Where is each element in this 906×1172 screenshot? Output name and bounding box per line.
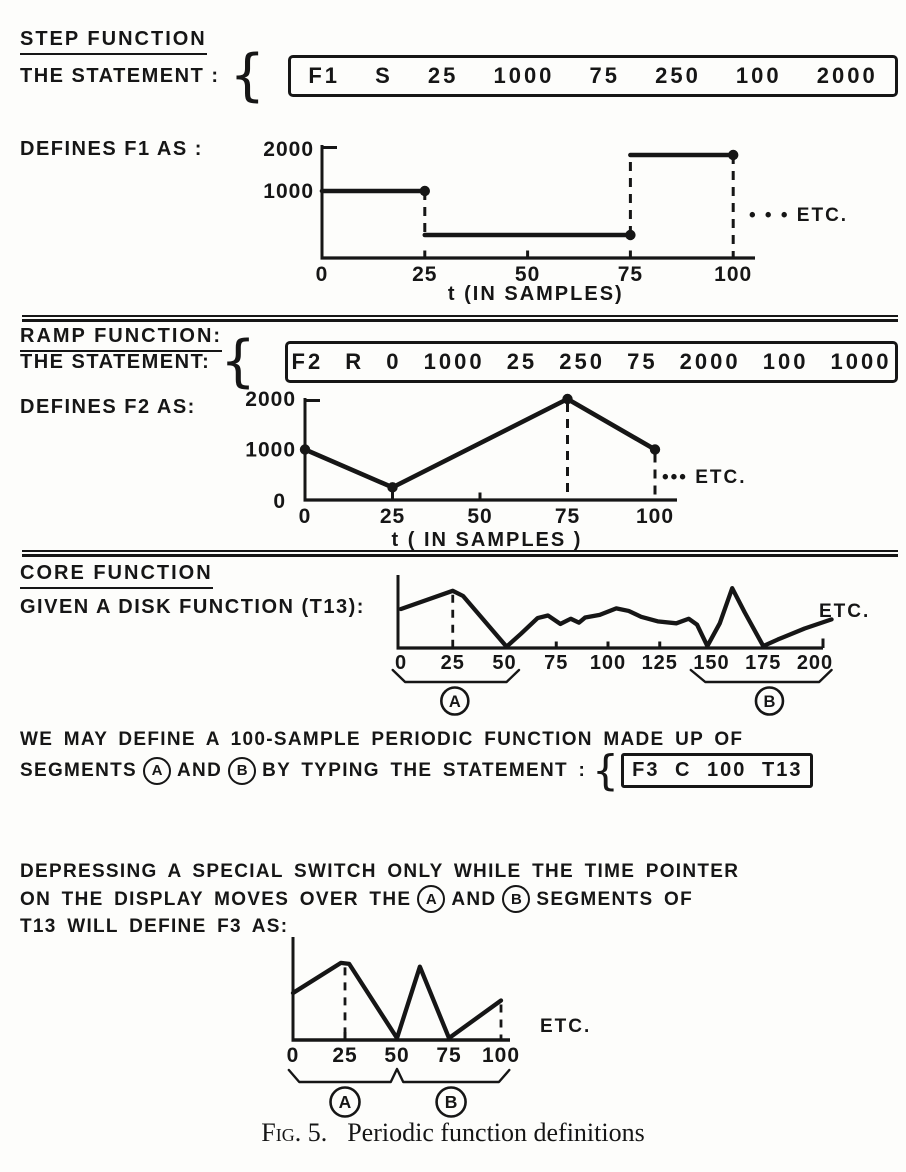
y-tick-label: 2000 bbox=[263, 138, 314, 161]
figure-caption-text: Periodic function definitions bbox=[347, 1118, 645, 1147]
paragraph-text: T13 WILL DEFINE F3 AS: bbox=[20, 916, 289, 937]
etc-label: ETC. bbox=[819, 601, 871, 622]
ramp-function-chart bbox=[206, 386, 906, 554]
paragraph-text: ON THE DISPLAY MOVES OVER THE bbox=[20, 888, 412, 910]
x-tick-label: 100 bbox=[635, 505, 675, 528]
paragraph-text: SEGMENTS bbox=[20, 760, 138, 781]
x-tick-label: 50 bbox=[492, 652, 517, 674]
data-point bbox=[300, 444, 310, 454]
step-function-chart bbox=[206, 130, 906, 304]
paragraph-line bbox=[20, 726, 813, 753]
x-tick-label: 150 bbox=[693, 652, 730, 674]
etc-label: ••• ETC. bbox=[662, 467, 747, 488]
data-point bbox=[562, 394, 572, 404]
paragraph-text: AND bbox=[177, 760, 223, 781]
data-point bbox=[650, 444, 660, 454]
segment-letter: A bbox=[448, 693, 461, 711]
figure-caption bbox=[0, 1118, 906, 1148]
x-tick-label: 0 bbox=[298, 505, 312, 528]
statement-box-f1: F1 S 25 1000 75 250 100 2000 bbox=[288, 55, 898, 97]
segment-a-badge: A bbox=[143, 757, 171, 785]
given-disk-function-label: GIVEN A DISK FUNCTION (T13): bbox=[20, 596, 365, 618]
x-tick-label: 50 bbox=[467, 505, 493, 528]
left-brace: { bbox=[592, 745, 621, 795]
section-divider bbox=[22, 315, 898, 322]
x-axis-title: t (IN SAMPLES) bbox=[447, 283, 624, 304]
paragraph-text: AND bbox=[451, 888, 497, 910]
x-tick-label: 75 bbox=[617, 263, 644, 286]
etc-label: • • • ETC. bbox=[749, 205, 849, 226]
statement-box-f2: F2 R 0 1000 25 250 75 2000 100 1000 bbox=[285, 341, 898, 383]
ramp-curve bbox=[305, 399, 655, 487]
y-tick-label: 2000 bbox=[245, 388, 296, 411]
x-axis-title: t ( IN SAMPLES ) bbox=[391, 529, 583, 551]
paragraph-text: WE MAY DEFINE A 100-SAMPLE PERIODIC FUNCTION MADE UP OF bbox=[20, 729, 744, 750]
y-tick-label: 1000 bbox=[263, 180, 314, 203]
statement-label: THE STATEMENT: bbox=[20, 350, 211, 373]
x-tick-label: 25 bbox=[440, 652, 465, 674]
x-tick-label: 75 bbox=[554, 505, 581, 528]
paragraph-text: DEPRESSING A SPECIAL SWITCH ONLY WHILE THE TIME POINTER bbox=[20, 861, 740, 882]
statement-label: THE STATEMENT : bbox=[20, 64, 220, 87]
step-section-title: STEP FUNCTION bbox=[20, 28, 207, 55]
paragraph-line bbox=[20, 858, 739, 885]
data-point bbox=[387, 482, 397, 492]
x-tick-label: 175 bbox=[745, 652, 782, 674]
statement-box-f3: F3 C 100 T13 bbox=[621, 753, 813, 788]
left-brace: { bbox=[229, 43, 266, 108]
x-tick-label: 200 bbox=[796, 652, 834, 674]
x-tick-label: 50 bbox=[514, 263, 541, 286]
x-tick-label: 25 bbox=[332, 1044, 358, 1067]
y-tick-label: 1000 bbox=[245, 438, 296, 462]
x-tick-label: 0 bbox=[286, 1044, 300, 1067]
defines-f2-label: DEFINES F2 AS: bbox=[20, 396, 196, 418]
special-switch-paragraph bbox=[20, 858, 739, 940]
x-tick-label: 100 bbox=[481, 1044, 521, 1067]
f3-curve bbox=[293, 963, 501, 1038]
x-tick-label: 50 bbox=[384, 1044, 410, 1067]
left-brace: { bbox=[220, 329, 256, 394]
x-tick-label: 100 bbox=[589, 652, 627, 674]
x-tick-label: 125 bbox=[641, 652, 678, 674]
y-tick-label: 0 bbox=[273, 490, 286, 513]
x-tick-label: 100 bbox=[714, 263, 753, 286]
segment-brace bbox=[289, 1069, 509, 1082]
define-periodic-paragraph bbox=[20, 726, 813, 795]
x-tick-label: 25 bbox=[412, 263, 438, 286]
t13-curve bbox=[401, 588, 832, 647]
segment-letter: B bbox=[444, 1092, 458, 1112]
segment-letter: A bbox=[338, 1092, 352, 1112]
core-section-title: CORE FUNCTION bbox=[20, 562, 213, 589]
ramp-section-title: RAMP FUNCTION: bbox=[20, 325, 222, 352]
x-tick-label: 0 bbox=[315, 263, 329, 286]
x-tick-label: 75 bbox=[544, 652, 569, 674]
segment-b-badge: B bbox=[228, 757, 256, 785]
paragraph-line bbox=[20, 885, 739, 913]
paragraph-text: SEGMENTS OF bbox=[536, 888, 693, 910]
step-statement-row bbox=[20, 43, 898, 108]
x-tick-label: 75 bbox=[436, 1044, 462, 1067]
x-tick-label: 25 bbox=[379, 505, 406, 528]
segment-b-badge: B bbox=[502, 885, 530, 913]
section-divider bbox=[22, 550, 898, 557]
f3-function-chart bbox=[268, 930, 608, 1125]
defines-f1-label: DEFINES F1 AS : bbox=[20, 138, 203, 160]
paragraph-text: BY TYPING THE STATEMENT : bbox=[262, 760, 587, 781]
x-tick-label: 0 bbox=[394, 652, 408, 674]
segment-letter: B bbox=[763, 693, 776, 711]
segment-a-badge: A bbox=[417, 885, 445, 913]
figure-number: Fig. 5. bbox=[261, 1118, 328, 1147]
disk-function-t13-chart bbox=[383, 570, 906, 722]
paragraph-line bbox=[20, 745, 813, 795]
etc-label: ETC. bbox=[540, 1016, 592, 1037]
